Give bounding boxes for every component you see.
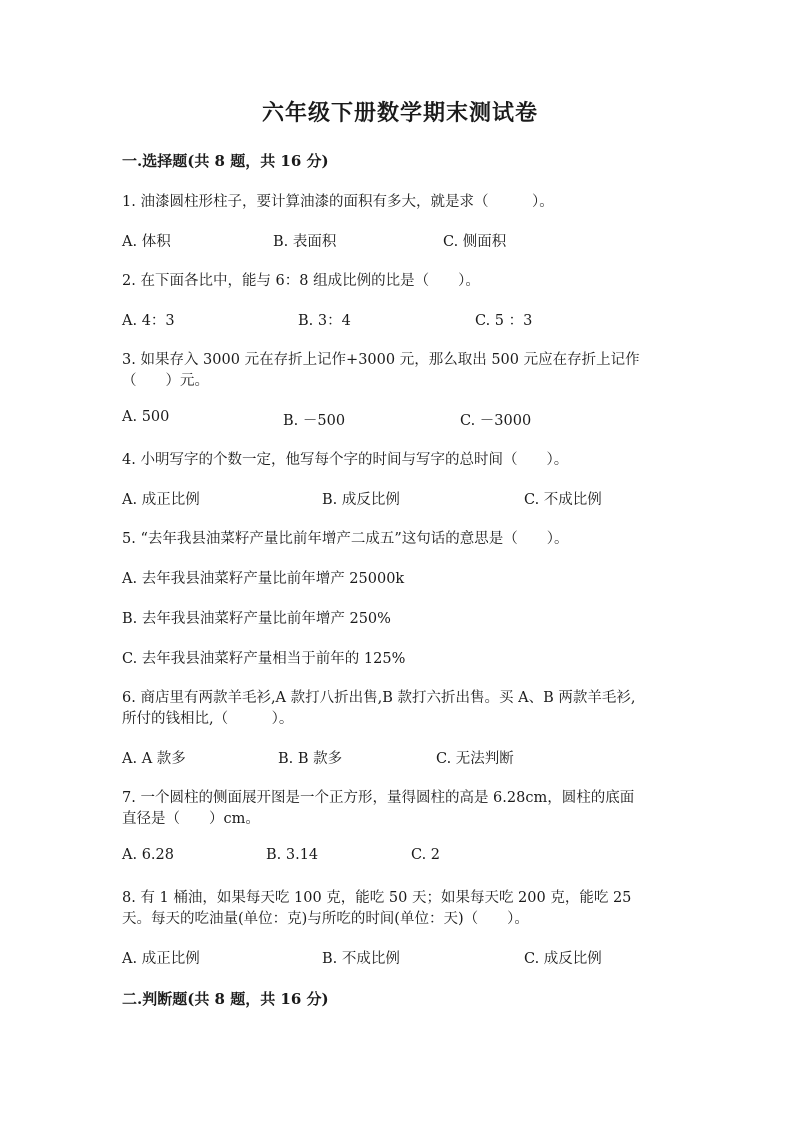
question-3-text-line-2: （ ）元。 [122, 373, 209, 389]
question-6-option-b: B. B 款多 [278, 751, 343, 767]
question-2-option-b: B. 3：4 [298, 313, 351, 329]
question-8-option-a: A. 成正比例 [122, 951, 200, 967]
question-8-text-line-2: 天。每天的吃油量(单位：克)与所吃的时间(单位：天)（ ）。 [122, 911, 529, 927]
question-6-text-line-2: 所付的钱相比,（ ）。 [122, 711, 294, 727]
section-heading-true-false: 二.判断题(共 8 题，共 16 分) [122, 990, 329, 1008]
question-2-text: 2. 在下面各比中，能与 6：8 组成比例的比是（ ）。 [122, 273, 480, 289]
question-1-text: 1. 油漆圆柱形柱子，要计算油漆的面积有多大，就是求（ ）。 [122, 194, 554, 210]
question-7-option-c: C. 2 [411, 847, 441, 863]
question-7-text-line-1: 7. 一个圆柱的侧面展开图是一个正方形，量得圆柱的高是 6.28cm，圆柱的底面 [122, 790, 635, 806]
question-8-option-b: B. 不成比例 [322, 951, 400, 967]
question-8-text-line-1: 8. 有 1 桶油，如果每天吃 100 克，能吃 50 天；如果每天吃 200 克，能吃 25 [122, 890, 632, 906]
question-2-option-c: C. 5 ：3 [475, 313, 533, 329]
question-8-option-c: C. 成反比例 [524, 951, 602, 967]
question-7-option-a: A. 6.28 [122, 847, 174, 863]
question-1-option-c: C. 侧面积 [443, 234, 507, 250]
question-1-option-a: A. 体积 [122, 234, 171, 250]
question-4-option-b: B. 成反比例 [322, 492, 400, 508]
section-heading-choice: 一.选择题(共 8 题，共 16 分) [122, 152, 329, 170]
question-5-option-c: C. 去年我县油菜籽产量相当于前年的 125% [122, 651, 406, 667]
question-4-option-a: A. 成正比例 [122, 492, 200, 508]
page-title: 六年级下册数学期末测试卷 [261, 100, 538, 126]
question-4-option-c: C. 不成比例 [524, 492, 602, 508]
question-3-option-a: A. 500 [122, 409, 170, 425]
question-2-option-a: A. 4：3 [122, 313, 175, 329]
question-3-option-c: C. －3000 [460, 413, 532, 429]
question-1-option-b: B. 表面积 [273, 234, 337, 250]
question-7-text-line-2: 直径是（ ）cm。 [122, 811, 260, 827]
question-6-option-c: C. 无法判断 [436, 751, 514, 767]
question-3-option-b: B. －500 [283, 413, 346, 429]
question-5-option-a: A. 去年我县油菜籽产量比前年增产 25000k [122, 571, 405, 587]
question-5-text: 5. “去年我县油菜籽产量比前年增产二成五”这句话的意思是（ ）。 [122, 531, 569, 547]
question-6-option-a: A. A 款多 [122, 751, 186, 767]
question-4-text: 4. 小明写字的个数一定，他写每个字的时间与写字的总时间（ ）。 [122, 452, 569, 468]
question-5-option-b: B. 去年我县油菜籽产量比前年增产 250% [122, 611, 391, 627]
question-3-text-line-1: 3. 如果存入 3000 元在存折上记作+3000 元，那么取出 500 元应在存折上记作 [122, 352, 640, 368]
question-6-text-line-1: 6. 商店里有两款羊毛衫,A 款打八折出售,B 款打六折出售。买 A、B 两款羊毛衫, [122, 690, 636, 706]
question-7-option-b: B. 3.14 [266, 847, 319, 863]
